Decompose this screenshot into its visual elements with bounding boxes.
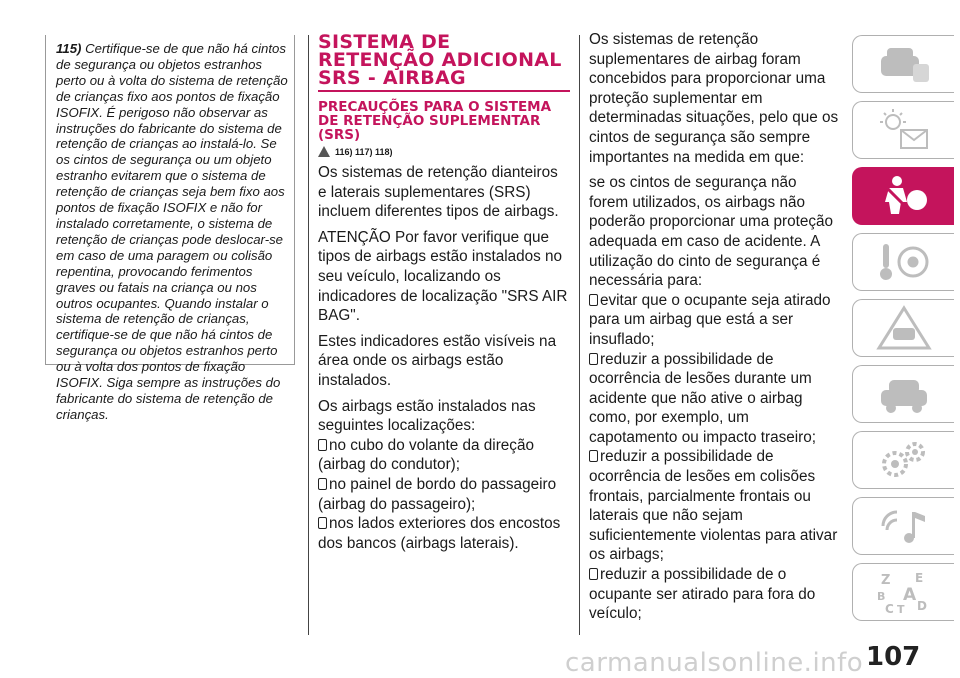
paragraph: se os cintos de segurança não forem utilizados, os airbags não poderão proporcionar uma proteção adequada em caso de acidente. A utilização do cinto de segurança é necessária para:: [589, 174, 834, 290]
bullet-icon: [318, 517, 327, 529]
tab-warning-lights[interactable]: [852, 101, 954, 159]
tab-index[interactable]: [852, 563, 954, 621]
key-steering-wheel-icon: [873, 238, 935, 286]
list-item: reduzir a possibilidade de o ocupante ser atirado para fora do veículo;: [589, 566, 816, 623]
bullet-icon: [589, 294, 598, 306]
seatbelt-airbag-icon: [873, 172, 935, 220]
tab-technical-data[interactable]: [852, 431, 954, 489]
list-item: nos lados exteriores dos encostos dos bancos (airbags laterais).: [318, 515, 561, 552]
reference-numbers: 116) 117) 118): [335, 146, 393, 157]
svg-text:C: C: [884, 602, 894, 616]
svg-text:E: E: [914, 571, 923, 585]
column-divider: [308, 35, 309, 635]
tab-car-dashboard[interactable]: [852, 35, 954, 93]
bullet-icon: [589, 450, 598, 462]
section-column: [318, 30, 570, 553]
tab-car-service[interactable]: [852, 365, 954, 423]
alphabetical-index-icon: [873, 568, 935, 616]
car-service-icon: [873, 370, 935, 418]
svg-text:T: T: [896, 603, 905, 616]
list-item: evitar que o ocupante seja atirado para um airbag que está a ser insuflado;: [589, 291, 831, 348]
svg-text:D: D: [916, 599, 927, 613]
paragraph: Os sistemas de retenção dianteiros e laterais suplementares (SRS) incluem diferentes tipos de airbags.: [318, 164, 559, 221]
tab-key-steering[interactable]: [852, 233, 954, 291]
text-column: [589, 30, 839, 624]
tab-multimedia[interactable]: [852, 497, 954, 555]
bullet-icon: [318, 439, 327, 451]
warning-number: 115): [56, 41, 82, 56]
tab-seatbelt-airbag[interactable]: [852, 167, 954, 225]
warning-box: [45, 35, 295, 422]
section-title: SISTEMA DE RETENÇÃO ADICIONAL SRS - AIRBAG: [318, 31, 562, 89]
warning-triangle-icon: [318, 146, 330, 157]
column-divider: [579, 35, 580, 635]
multimedia-music-icon: [873, 502, 935, 550]
paragraph: Os sistemas de retenção suplementares de airbag foram concebidos para proporcionar uma proteção suplementar em determinadas situações, pelo que os cintos de segurança são sempre importantes na medida em que:: [589, 31, 839, 166]
svg-text:B: B: [876, 590, 885, 603]
warning-text: [56, 41, 294, 423]
chapter-tabs: [852, 35, 954, 629]
gears-icon: [873, 436, 935, 484]
svg-text:Z: Z: [880, 573, 890, 588]
bullet-icon: [318, 478, 327, 490]
page-number: 107: [866, 642, 921, 672]
paragraph: Estes indicadores estão visíveis na área onde os airbags estão instalados.: [318, 332, 557, 389]
car-dashboard-icon: [873, 40, 935, 88]
list-item: no painel de bordo do passageiro (airbag do passageiro);: [318, 475, 557, 513]
watermark: carmanualsonline.info: [565, 648, 864, 678]
bullet-icon: [589, 568, 598, 580]
paragraph: Os airbags estão instalados nas seguintes localizações:: [318, 397, 536, 435]
section-subtitle: PRECAUÇÕES PARA O SISTEMA DE RETENÇÃO SUPLEMENTAR (SRS): [318, 99, 552, 143]
tab-emergency[interactable]: [852, 299, 954, 357]
svg-text:A: A: [902, 585, 916, 605]
warning-lights-mail-icon: [873, 106, 935, 154]
warning-body: Certifique-se de que não há cintos de segurança ou objetos estranhos perto ou à volta do sistema de retenção de crianças fixo aos pontos de fixação ISOFIX. É perigoso não observar as instruções do fabricante do sistema de retenção de crianças ao instalá-lo. Se os cintos de segurança ou um objeto estranho evitarem que o sistema de retenção de crianças seja bem fixo aos pontos de fixação ISOFIX e não for instalado corretamente, o sistema de retenção de crianças pode deslocar-se em caso de uma paragem ou colisão repentina, provocando ferimentos graves ou fatais na criança ou nos outros ocupantes. Quando instalar o sistema de retenção de crianças, certifique-se de que não há cintos de segurança ou objetos estranhos perto ou à volta dos pontos de fixação ISOFIX. Siga sempre as instruções do fabricante do sistema de retenção de crianças.: [56, 41, 288, 422]
list-item: reduzir a possibilidade de ocorrência de lesões em colisões frontais, parcialmente frontais ou laterais que não sejam suficientemente violentas para ativar os airbags;: [589, 448, 838, 564]
warning-references: [318, 146, 570, 157]
emergency-triangle-icon: [873, 304, 935, 352]
list-item: no cubo do volante da direção (airbag do condutor);: [318, 436, 534, 474]
bullet-icon: [589, 353, 598, 365]
list-item: reduzir a possibilidade de ocorrência de lesões durante um acidente que não ative o airbag como, por exemplo, um capotamento ou impacto traseiro;: [589, 350, 817, 446]
title-rule: [318, 90, 570, 92]
paragraph: ATENÇÃO Por favor verifique que tipos de airbags estão instalados no seu veículo, localizando os indicadores de localização "SRS AIR BAG".: [318, 228, 568, 325]
